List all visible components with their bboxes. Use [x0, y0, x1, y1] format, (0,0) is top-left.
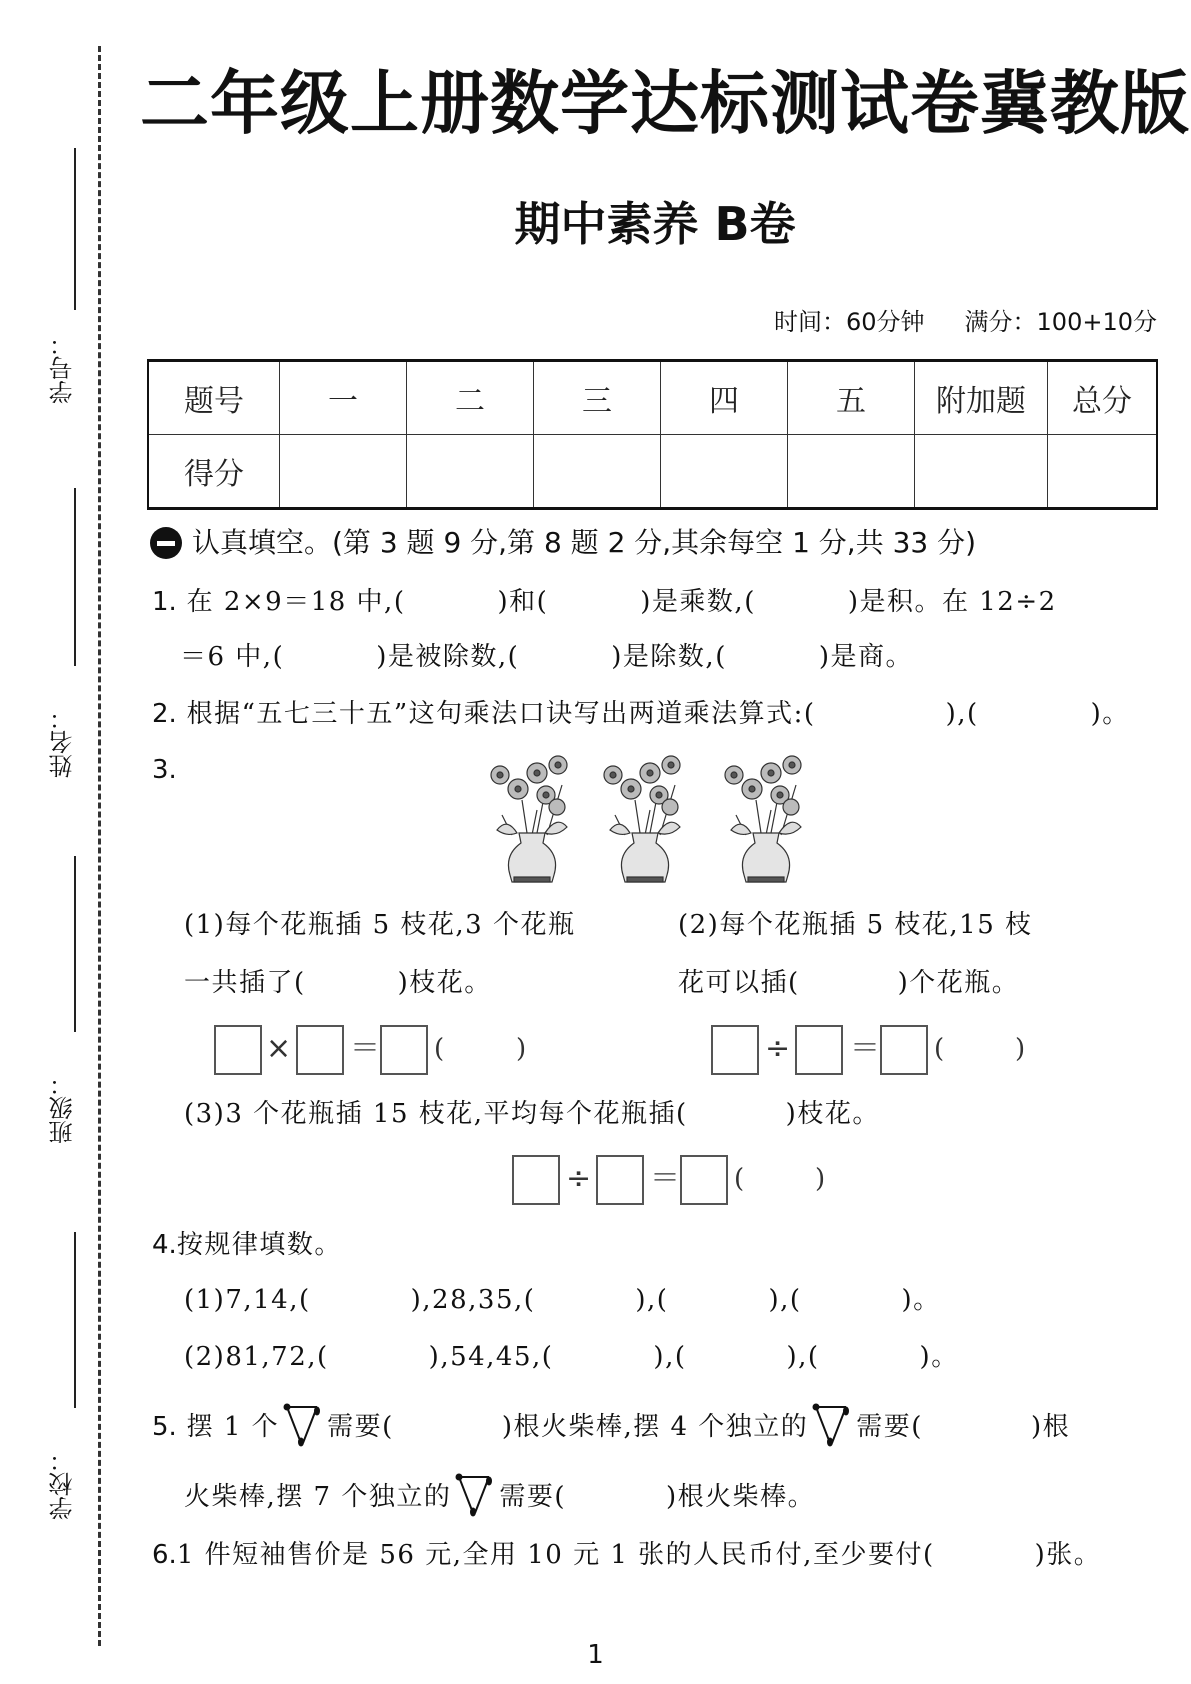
score-cell[interactable]	[915, 435, 1048, 509]
header-cell: 四	[661, 361, 788, 435]
score-table	[147, 359, 1158, 510]
question-1-line-1: 1. 在 2×9＝18 中,( )和( )是乘数,( )是积。在 12÷2	[152, 587, 1057, 617]
answer-box[interactable]	[880, 1025, 928, 1075]
header-cell: 总分	[1048, 361, 1158, 435]
question-4-sequence-1: (1)7,14,( ),28,35,( ),( ),( )。	[184, 1285, 941, 1315]
school-label: 学校：	[49, 1448, 77, 1520]
page-number: 1	[587, 1640, 604, 1670]
score-table-header-row	[148, 361, 1157, 435]
question-4-title: 4.按规律填数。	[152, 1230, 342, 1260]
name-label: 姓名：	[49, 706, 77, 778]
student-id-blank-line[interactable]	[74, 148, 76, 310]
question-2: 2. 根据“五七三十五”这句乘法口诀写出两道乘法算式:( ),( )。	[152, 699, 1130, 729]
question-6: 6.1 件短袖售价是 56 元,全用 10 元 1 张的人民币付,至少要付( )张。	[152, 1540, 1102, 1570]
circled-one-icon	[150, 527, 182, 559]
matchstick-triangle-icon	[812, 1403, 852, 1447]
answer-box[interactable]	[214, 1025, 262, 1075]
score-cell[interactable]	[1048, 435, 1158, 509]
binding-dashed-line	[98, 46, 101, 1646]
school-blank-line[interactable]	[74, 1232, 76, 1408]
question-3-1-line-2: 一共插了( )枝花。	[184, 968, 492, 998]
question-5-line-2: 火柴棒,摆 7 个独立的 需要( )根火柴棒。	[184, 1473, 815, 1517]
header-cell: 三	[534, 361, 661, 435]
section-1-heading	[150, 525, 976, 561]
answer-box[interactable]	[596, 1155, 644, 1205]
score-cell[interactable]	[280, 435, 407, 509]
score-table-score-row	[148, 435, 1157, 509]
question-1-line-2: ＝6 中,( )是被除数,( )是除数,( )是商。	[180, 642, 913, 672]
answer-box[interactable]	[296, 1025, 344, 1075]
answer-box[interactable]	[795, 1025, 843, 1075]
header-cell: 一	[280, 361, 407, 435]
answer-box[interactable]	[711, 1025, 759, 1075]
question-3-3-line-1: (3)3 个花瓶插 15 枝花,平均每个花瓶插( )枝花。	[184, 1099, 880, 1129]
student-id-label: 学号：	[49, 332, 77, 404]
flower-vase-image	[595, 755, 695, 889]
matchstick-triangle-icon	[455, 1473, 495, 1517]
score-cell[interactable]	[534, 435, 661, 509]
matchstick-triangle-icon	[283, 1403, 323, 1447]
exam-title: 二年级上册数学达标测试卷冀教版	[140, 64, 1190, 144]
class-blank-line[interactable]	[74, 856, 76, 1032]
question-3-2-line-2: 花可以插( )个花瓶。	[678, 968, 1020, 998]
score-row-label: 得分	[148, 435, 280, 509]
score-cell[interactable]	[407, 435, 534, 509]
flower-vase-image	[716, 755, 816, 889]
question-4-sequence-2: (2)81,72,( ),54,45,( ),( ),( )。	[184, 1342, 959, 1372]
header-cell: 五	[788, 361, 915, 435]
answer-box[interactable]	[380, 1025, 428, 1075]
answer-box[interactable]	[680, 1155, 728, 1205]
question-3-number: 3.	[152, 755, 177, 785]
question-5-line-1: 5. 摆 1 个 需要( )根火柴棒,摆 4 个独立的 需要( )根	[152, 1403, 1070, 1447]
flower-vase-image	[482, 755, 582, 889]
header-cell: 附加题	[915, 361, 1048, 435]
class-label: 班级：	[49, 1072, 77, 1144]
header-cell: 二	[407, 361, 534, 435]
time-limit: 时间：60分钟	[773, 308, 925, 336]
exam-meta	[774, 307, 1157, 337]
flower-vase-icon	[482, 755, 582, 885]
question-3-1-line-1: (1)每个花瓶插 5 枝花,3 个花瓶	[184, 910, 576, 940]
section-1-title: 认真填空。(第 3 题 9 分,第 8 题 2 分,其余每空 1 分,共 33 分)	[192, 526, 977, 559]
score-cell[interactable]	[661, 435, 788, 509]
flower-vase-icon	[595, 755, 695, 885]
question-3-2-line-1: (2)每个花瓶插 5 枝花,15 枝	[678, 910, 1033, 940]
answer-box[interactable]	[512, 1155, 560, 1205]
name-blank-line[interactable]	[74, 488, 76, 666]
header-cell: 题号	[148, 361, 280, 435]
full-score: 满分：100+10分	[964, 308, 1157, 336]
exam-subtitle: 期中素养 B卷	[514, 197, 796, 251]
flower-vase-icon	[716, 755, 816, 885]
score-cell[interactable]	[788, 435, 915, 509]
